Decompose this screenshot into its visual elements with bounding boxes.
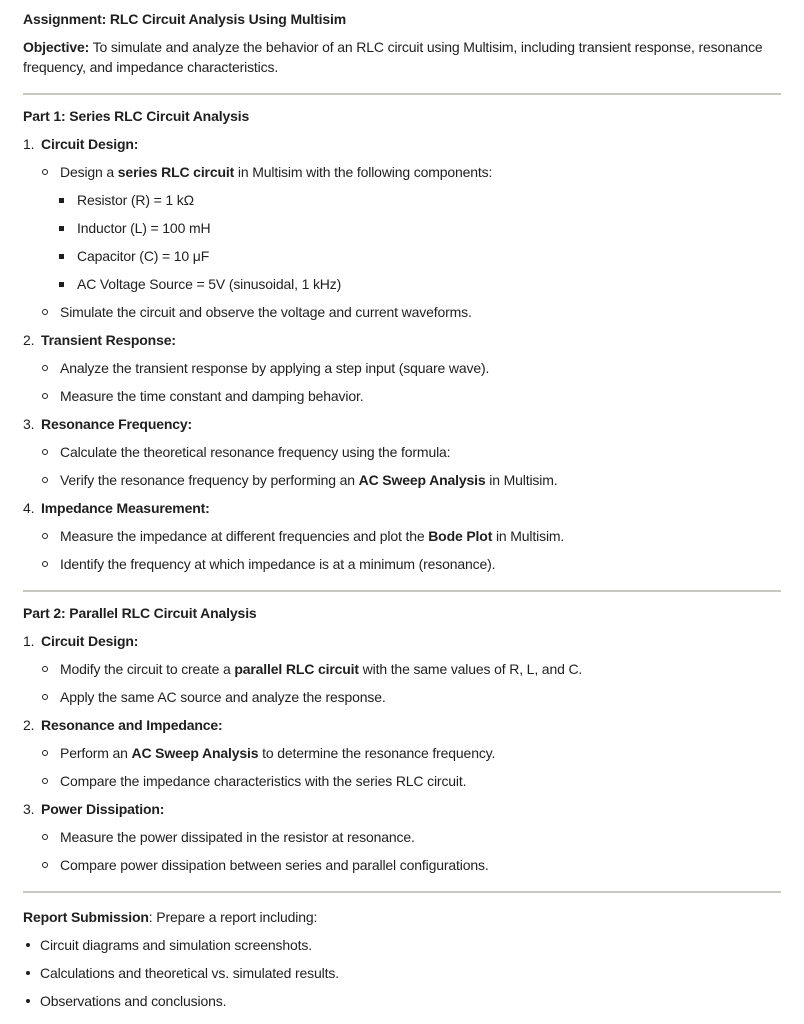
- divider: [23, 590, 781, 592]
- component-text: AC Voltage Source = 5V (sinusoidal, 1 kHz): [77, 276, 342, 292]
- item-title: Circuit Design:: [41, 633, 139, 649]
- numbered-item: [23, 632, 781, 651]
- list-item-text: Compare power dissipation between series and parallel configurations.: [60, 857, 489, 873]
- item-title: Transient Response:: [41, 332, 176, 348]
- report-item-text: Observations and conclusions.: [40, 993, 227, 1009]
- list-item: [23, 688, 781, 707]
- item-number: 4.: [23, 500, 35, 516]
- list-item-text: Verify the resonance frequency by performing an AC Sweep Analysis in Multisim.: [60, 472, 558, 488]
- report-item: [23, 936, 781, 955]
- list-item-text: Modify the circuit to create a parallel RLC circuit with the same values of R, L, and C.: [60, 661, 583, 677]
- list-item: [23, 275, 781, 294]
- report-item-text: Circuit diagrams and simulation screenshots.: [40, 937, 312, 953]
- item-title: Impedance Measurement:: [41, 500, 210, 516]
- divider: [23, 891, 781, 893]
- item-number: 3.: [23, 416, 35, 432]
- report-submission-intro: : Prepare a report including:: [148, 909, 318, 925]
- list-item: [23, 856, 781, 875]
- item-title: Resonance Frequency:: [41, 416, 193, 432]
- circle-bullet-icon: [41, 555, 60, 574]
- list-item-text: Apply the same AC source and analyze the response.: [60, 689, 386, 705]
- disc-bullet-icon: [25, 964, 40, 983]
- list-item-text: Calculate the theoretical resonance frequency using the formula:: [60, 444, 451, 460]
- list-item: [23, 247, 781, 266]
- circle-bullet-icon: [41, 744, 60, 763]
- item-number: 2.: [23, 332, 35, 348]
- list-item-text: Perform an AC Sweep Analysis to determine the resonance frequency.: [60, 745, 496, 761]
- divider: [23, 93, 781, 95]
- item-number: 1.: [23, 633, 35, 649]
- numbered-item: [23, 331, 781, 350]
- list-item: [23, 555, 781, 574]
- circle-bullet-icon: [41, 772, 60, 791]
- report-item-text: Calculations and theoretical vs. simulated results.: [40, 965, 339, 981]
- component-text: Resistor (R) = 1 kΩ: [77, 192, 194, 208]
- report-submission-label: Report Submission: [23, 909, 149, 925]
- circle-bullet-icon: [41, 527, 60, 546]
- circle-bullet-icon: [41, 303, 60, 322]
- list-item: [23, 527, 781, 546]
- list-item: [23, 191, 781, 210]
- list-item-text: Simulate the circuit and observe the voltage and current waveforms.: [60, 304, 472, 320]
- list-item: [23, 471, 781, 490]
- component-text: Inductor (L) = 100 mH: [77, 220, 211, 236]
- disc-bullet-icon: [25, 936, 40, 955]
- part2-heading: Part 2: Parallel RLC Circuit Analysis: [23, 605, 257, 621]
- square-bullet-icon: [58, 247, 77, 266]
- item-number: 2.: [23, 717, 35, 733]
- numbered-item: [23, 499, 781, 518]
- list-item: [23, 443, 781, 462]
- list-item: [23, 828, 781, 847]
- numbered-item: [23, 716, 781, 735]
- numbered-item: [23, 135, 781, 154]
- list-item-text: Measure the power dissipated in the resistor at resonance.: [60, 829, 415, 845]
- list-item: [23, 387, 781, 406]
- square-bullet-icon: [58, 219, 77, 238]
- item-title: Power Dissipation:: [41, 801, 165, 817]
- report-item: [23, 992, 781, 1011]
- list-item-text: Compare the impedance characteristics with the series RLC circuit.: [60, 773, 467, 789]
- circle-bullet-icon: [41, 688, 60, 707]
- square-bullet-icon: [58, 275, 77, 294]
- circle-bullet-icon: [41, 856, 60, 875]
- circle-bullet-icon: [41, 443, 60, 462]
- square-bullet-icon: [58, 191, 77, 210]
- part1-heading: Part 1: Series RLC Circuit Analysis: [23, 108, 250, 124]
- list-item-text: Measure the time constant and damping behavior.: [60, 388, 364, 404]
- circle-bullet-icon: [41, 359, 60, 378]
- numbered-item: [23, 415, 781, 434]
- objective-text: To simulate and analyze the behavior of an RLC circuit using Multisim, including transient response, resonance frequency, and impedance characteristics.: [23, 39, 763, 75]
- circle-bullet-icon: [41, 471, 60, 490]
- list-item-text: Measure the impedance at different frequencies and plot the Bode Plot in Multisim.: [60, 528, 565, 544]
- item-title: Circuit Design:: [41, 136, 139, 152]
- list-item: [23, 660, 781, 679]
- list-item-text: Design a series RLC circuit in Multisim with the following components:: [60, 164, 493, 180]
- list-item: [23, 359, 781, 378]
- list-item: [23, 772, 781, 791]
- item-number: 1.: [23, 136, 35, 152]
- list-item: [23, 744, 781, 763]
- objective-label: Objective:: [23, 39, 90, 55]
- disc-bullet-icon: [25, 992, 40, 1011]
- list-item: [23, 303, 781, 322]
- report-submission-paragraph: [23, 907, 781, 927]
- circle-bullet-icon: [41, 387, 60, 406]
- list-item: [23, 163, 781, 182]
- item-title: Resonance and Impedance:: [41, 717, 223, 733]
- list-item-text: Analyze the transient response by applying a step input (square wave).: [60, 360, 490, 376]
- circle-bullet-icon: [41, 163, 60, 182]
- component-text: Capacitor (C) = 10 μF: [77, 248, 210, 264]
- objective-paragraph: [23, 37, 781, 77]
- assignment-title: Assignment: RLC Circuit Analysis Using Multisim: [23, 11, 347, 27]
- list-item: [23, 219, 781, 238]
- list-item-text: Identify the frequency at which impedance is at a minimum (resonance).: [60, 556, 496, 572]
- report-item: [23, 964, 781, 983]
- item-number: 3.: [23, 801, 35, 817]
- numbered-item: [23, 800, 781, 819]
- circle-bullet-icon: [41, 828, 60, 847]
- circle-bullet-icon: [41, 660, 60, 679]
